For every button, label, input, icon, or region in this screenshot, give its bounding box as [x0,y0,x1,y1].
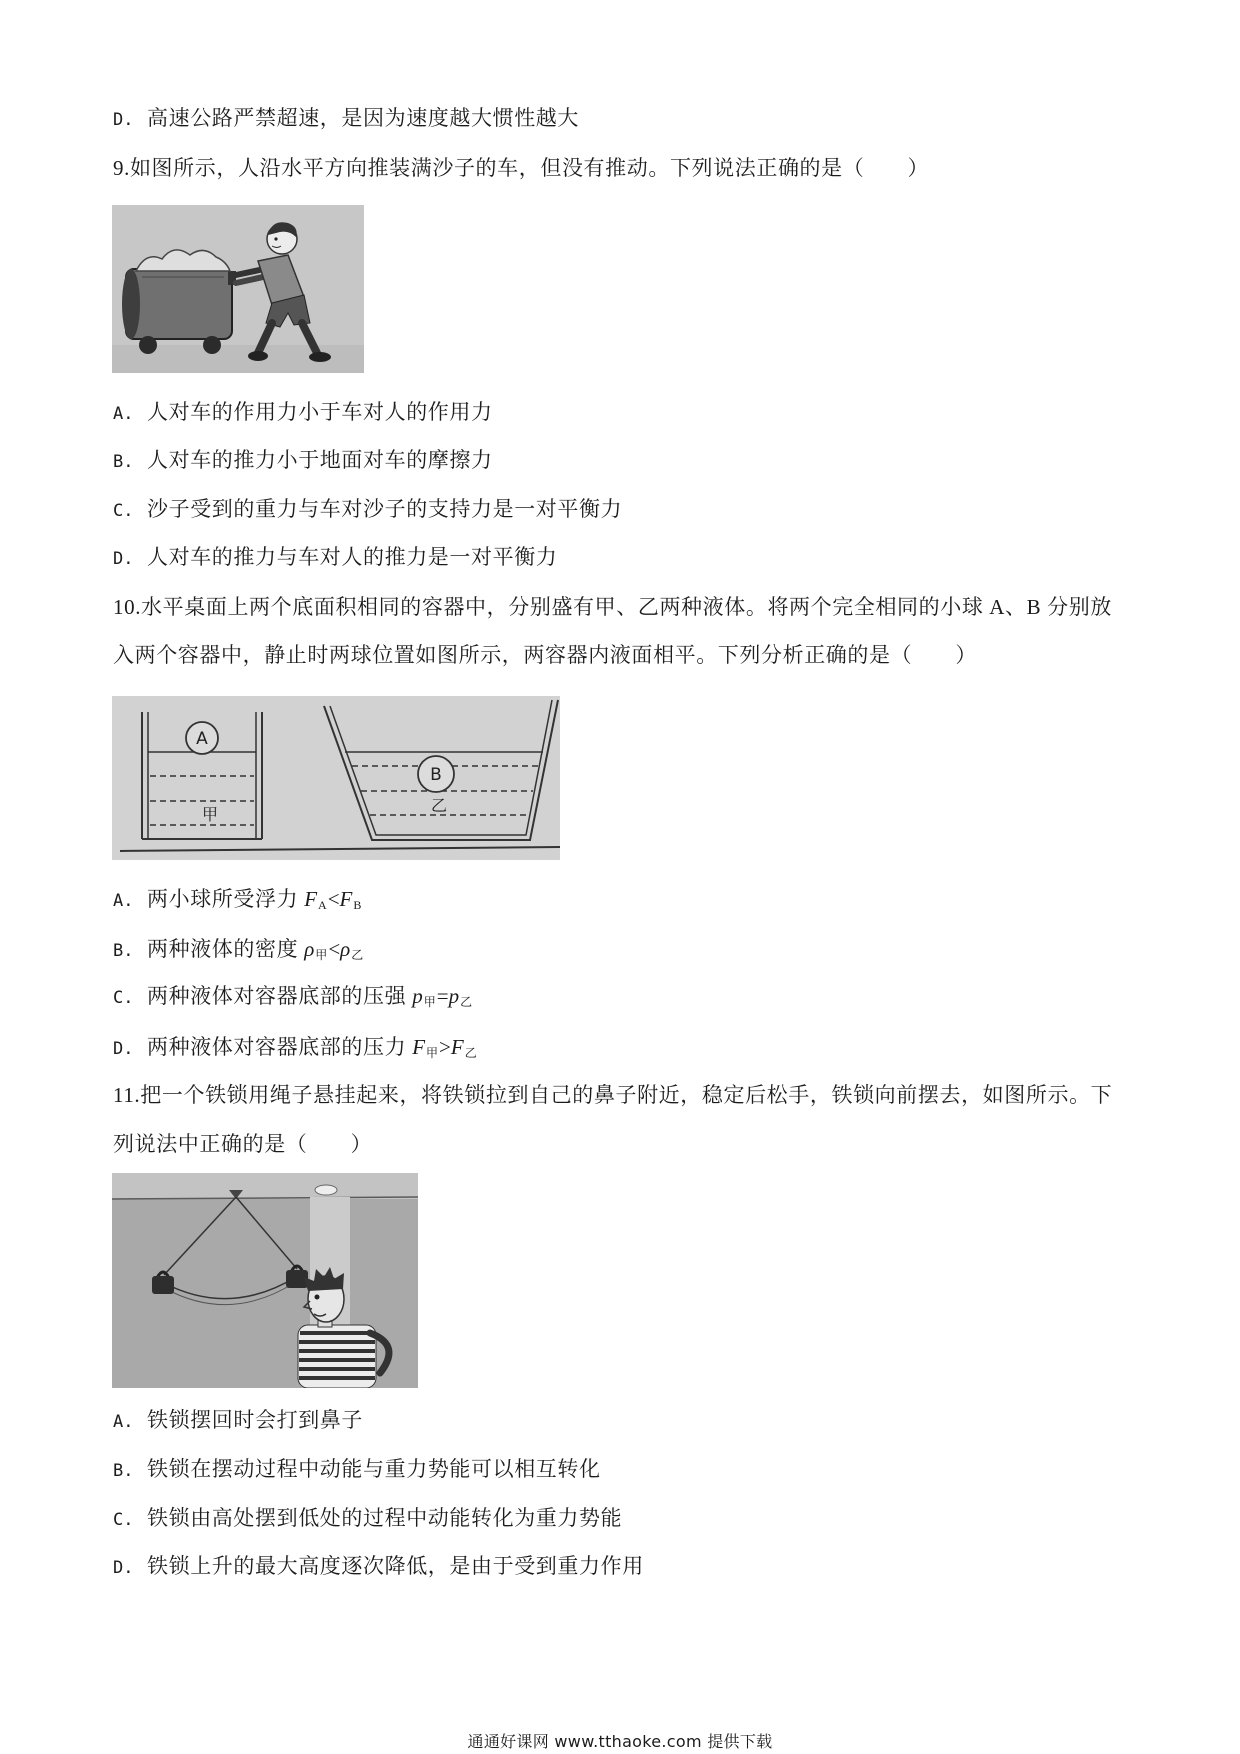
cart-body [126,269,232,339]
q8-option-d [113,104,579,134]
formula [304,937,364,961]
q11-stem-line-2: 列说法中正确的是（ ） [113,1132,373,1156]
q9-option-c [113,495,622,525]
q10-stem-line-2: 入两个容器中，静止时两球位置如图所示，两容器内液面相平。下列分析正确的是（ ） [113,643,977,667]
formula-rhs-sub: 乙 [351,948,364,962]
option-label: B. [113,941,134,961]
option-label: D. [113,1558,134,1578]
option-label: A. [113,404,134,424]
option-text: 铁锁在摆动过程中动能与重力势能可以相互转化 [147,1457,601,1481]
formula-rhs: F [450,1035,464,1059]
q9-option-b [113,446,493,476]
option-label: C. [113,1510,134,1530]
q11-option-a [113,1406,363,1436]
option-label: A. [113,1412,134,1432]
formula-operator: > [439,1035,451,1059]
formula-lhs-sub: 甲 [315,948,328,962]
formula-lhs-sub: 甲 [423,995,436,1009]
option-label: C. [113,501,134,521]
formula-lhs: F [412,1035,426,1059]
option-label: B. [113,1461,134,1481]
option-text: 两种液体对容器底部的压强 [147,984,407,1008]
option-label: D. [113,1039,134,1059]
option-text: 铁锁摆回时会打到鼻子 [147,1408,363,1432]
liquid-right-label: 乙 [430,798,448,815]
q11-option-b [113,1455,601,1485]
lock-body [152,1276,174,1294]
q10-option-b [113,935,364,969]
figure-cart-push [112,205,364,373]
ceiling [112,1173,418,1199]
formula-lhs: ρ [304,937,315,961]
ball-b-label: B [430,765,442,785]
q11-stem-line-1: 11.把一个铁锁用绳子悬挂起来，将铁锁拉到自己的鼻子附近，稳定后松手，铁锁向前摆去，如图所示。下 [113,1083,1113,1107]
cart-wheel [139,336,157,354]
formula-rhs-sub: B [353,898,362,912]
option-text: 铁锁由高处摆到低处的过程中动能转化为重力势能 [147,1506,623,1530]
formula-rhs: ρ [340,937,351,961]
option-text: 两种液体对容器底部的压力 [147,1035,407,1059]
formula-operator: = [436,984,449,1008]
q10-option-c [113,982,473,1016]
formula-lhs-sub: 甲 [426,1046,439,1060]
ball-a-label: A [196,729,208,749]
option-text: 两种液体的密度 [147,937,299,961]
option-label: D. [113,549,134,569]
q9-option-d [113,543,557,573]
boy-shoe [309,352,331,362]
figure-liquid-containers [112,696,560,860]
formula-rhs-sub: 乙 [460,995,473,1009]
cart [122,269,236,339]
formula-lhs: p [412,984,423,1008]
option-text: 高速公路严禁超速，是因为速度越大惯性越大 [147,106,579,130]
formula [412,984,473,1008]
option-text: 铁锁上升的最大高度逐次降低，是由于受到重力作用 [147,1554,644,1578]
formula-rhs: F [339,887,353,911]
q11-option-c [113,1504,622,1534]
option-text: 人对车的作用力小于车对人的作用力 [147,400,493,424]
option-label: C. [113,988,134,1008]
option-text: 沙子受到的重力与车对沙子的支持力是一对平衡力 [147,497,623,521]
q9-option-a [113,398,493,428]
boy-eye [274,237,277,240]
formula-rhs-sub: 乙 [464,1046,477,1060]
cart-wheel [203,336,221,354]
option-label: D. [113,110,134,130]
page-footer: 通通好课网 www.tthaoke.com 提供下载 [467,1732,773,1751]
formula [304,887,362,911]
formula [412,1035,478,1059]
liquid-left-label: 甲 [201,807,219,824]
q11-option-d [113,1552,644,1582]
q10-option-d [113,1033,478,1067]
cart-end [122,269,140,339]
figure-pendulum-lock [112,1173,418,1388]
q9-stem: 9.如图所示，人沿水平方向推装满沙子的车，但没有推动。下列说法正确的是（ ） [113,156,930,180]
q10-option-a [113,885,362,919]
option-label: B. [113,452,134,472]
boy-eye [315,1295,320,1300]
formula-operator: < [328,937,341,961]
ceiling-lamp [315,1185,337,1195]
option-text: 两小球所受浮力 [147,887,299,911]
option-text: 人对车的推力与车对人的推力是一对平衡力 [147,545,558,569]
boy-shoe [248,351,268,361]
formula-operator: < [327,887,340,911]
formula-lhs: F [304,887,318,911]
formula-lhs-sub: A [318,898,327,912]
formula-rhs: p [448,984,460,1008]
option-label: A. [113,891,134,911]
q10-stem-line-1: 10.水平桌面上两个底面积相同的容器中，分别盛有甲、乙两种液体。将两个完全相同的小球 A、B 分别放 [113,595,1112,619]
option-text: 人对车的推力小于地面对车的摩擦力 [147,448,493,472]
